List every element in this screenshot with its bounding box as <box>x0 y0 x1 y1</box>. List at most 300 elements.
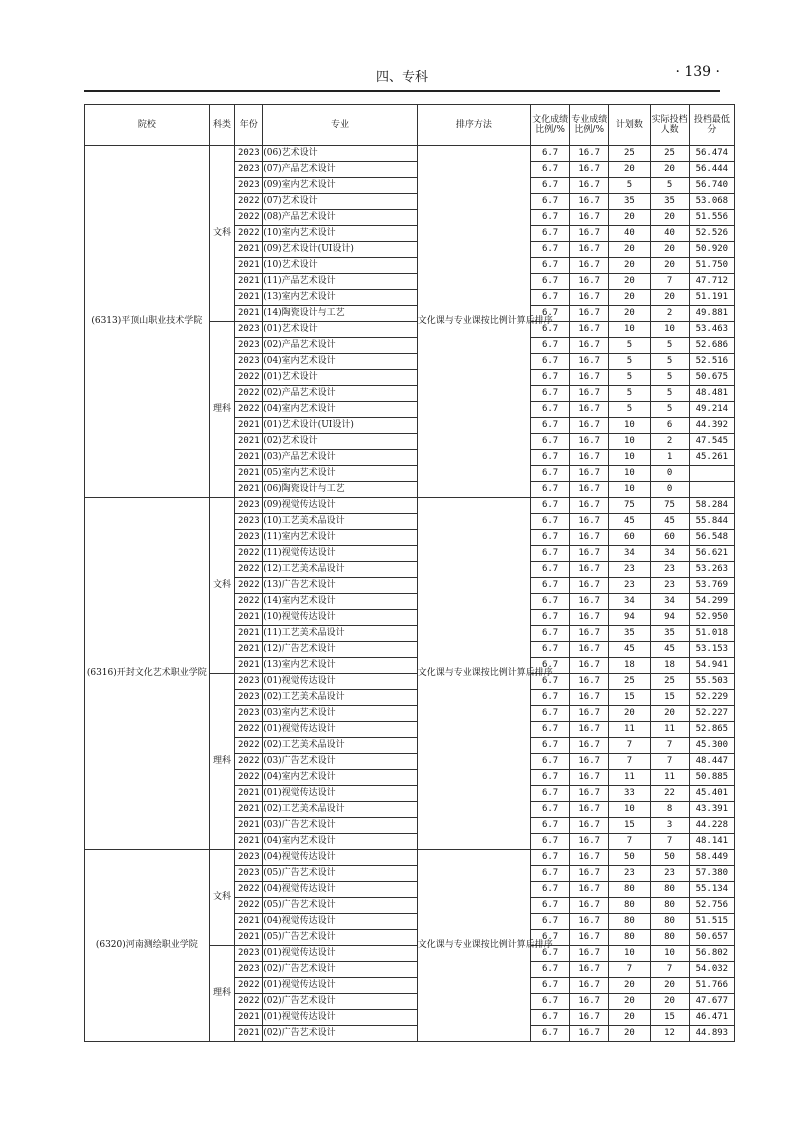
culture-ratio-cell: 6.7 <box>531 370 570 386</box>
year-cell: 2021 <box>235 786 263 802</box>
min-score-cell: 51.766 <box>689 978 734 994</box>
min-score-cell: 47.712 <box>689 274 734 290</box>
actual-count-cell: 80 <box>650 914 689 930</box>
major-cell: (02)工艺美术品设计 <box>263 802 418 818</box>
major-ratio-cell: 16.7 <box>570 290 609 306</box>
year-cell: 2023 <box>235 162 263 178</box>
major-ratio-cell: 16.7 <box>570 850 609 866</box>
major-cell: (04)视觉传达设计 <box>263 882 418 898</box>
year-cell: 2021 <box>235 610 263 626</box>
min-score-cell: 51.515 <box>689 914 734 930</box>
major-cell: (01)视觉传达设计 <box>263 786 418 802</box>
major-cell: (04)室内艺术设计 <box>263 770 418 786</box>
major-ratio-cell: 16.7 <box>570 738 609 754</box>
culture-ratio-cell: 6.7 <box>531 322 570 338</box>
min-score-cell: 53.463 <box>689 322 734 338</box>
actual-count-cell: 34 <box>650 546 689 562</box>
subject-category: 理科 <box>209 946 235 1042</box>
year-cell: 2022 <box>235 194 263 210</box>
plan-count-cell: 35 <box>609 194 650 210</box>
plan-count-cell: 20 <box>609 994 650 1010</box>
major-cell: (04)视觉传达设计 <box>263 850 418 866</box>
major-ratio-cell: 16.7 <box>570 866 609 882</box>
min-score-cell: 53.153 <box>689 642 734 658</box>
min-score-cell: 53.263 <box>689 562 734 578</box>
major-cell: (03)广告艺术设计 <box>263 818 418 834</box>
min-score-cell: 51.556 <box>689 210 734 226</box>
year-cell: 2021 <box>235 834 263 850</box>
major-cell: (11)产品艺术设计 <box>263 274 418 290</box>
major-cell: (01)视觉传达设计 <box>263 674 418 690</box>
plan-count-cell: 20 <box>609 162 650 178</box>
min-score-cell: 56.444 <box>689 162 734 178</box>
plan-count-cell: 80 <box>609 930 650 946</box>
major-cell: (06)陶瓷设计与工艺 <box>263 482 418 498</box>
plan-count-cell: 10 <box>609 418 650 434</box>
plan-count-cell: 35 <box>609 626 650 642</box>
year-cell: 2022 <box>235 754 263 770</box>
major-cell: (07)产品艺术设计 <box>263 162 418 178</box>
major-cell: (12)广告艺术设计 <box>263 642 418 658</box>
major-ratio-cell: 16.7 <box>570 754 609 770</box>
major-cell: (04)视觉传达设计 <box>263 914 418 930</box>
plan-count-cell: 33 <box>609 786 650 802</box>
year-cell: 2023 <box>235 178 263 194</box>
actual-count-cell: 15 <box>650 690 689 706</box>
plan-count-cell: 20 <box>609 242 650 258</box>
plan-count-cell: 20 <box>609 1010 650 1026</box>
plan-count-cell: 10 <box>609 946 650 962</box>
major-cell: (02)工艺美术品设计 <box>263 690 418 706</box>
year-cell: 2023 <box>235 514 263 530</box>
year-cell: 2021 <box>235 802 263 818</box>
plan-count-cell: 23 <box>609 578 650 594</box>
actual-count-cell: 22 <box>650 786 689 802</box>
culture-ratio-cell: 6.7 <box>531 594 570 610</box>
actual-count-cell: 20 <box>650 978 689 994</box>
col-header: 院校 <box>85 105 210 146</box>
major-ratio-cell: 16.7 <box>570 386 609 402</box>
major-ratio-cell: 16.7 <box>570 402 609 418</box>
culture-ratio-cell: 6.7 <box>531 466 570 482</box>
plan-count-cell: 18 <box>609 658 650 674</box>
major-ratio-cell: 16.7 <box>570 690 609 706</box>
min-score-cell: 51.018 <box>689 626 734 642</box>
page-header <box>84 64 720 86</box>
major-ratio-cell: 16.7 <box>570 834 609 850</box>
header-rule <box>84 90 720 92</box>
min-score-cell: 56.548 <box>689 530 734 546</box>
culture-ratio-cell: 6.7 <box>531 530 570 546</box>
culture-ratio-cell: 6.7 <box>531 802 570 818</box>
actual-count-cell: 20 <box>650 706 689 722</box>
year-cell: 2022 <box>235 882 263 898</box>
sort-method: 文化课与专业课按比例计算后排序 <box>417 498 530 850</box>
major-cell: (01)艺术设计 <box>263 322 418 338</box>
major-ratio-cell: 16.7 <box>570 338 609 354</box>
min-score-cell: 45.261 <box>689 450 734 466</box>
min-score-cell: 57.380 <box>689 866 734 882</box>
table-body <box>85 146 735 1042</box>
major-cell: (14)陶瓷设计与工艺 <box>263 306 418 322</box>
major-ratio-cell: 16.7 <box>570 450 609 466</box>
year-cell: 2021 <box>235 642 263 658</box>
actual-count-cell: 60 <box>650 530 689 546</box>
col-header: 投档最低分 <box>689 105 734 146</box>
actual-count-cell: 3 <box>650 818 689 834</box>
actual-count-cell: 45 <box>650 514 689 530</box>
year-cell: 2023 <box>235 498 263 514</box>
plan-count-cell: 15 <box>609 690 650 706</box>
school-name: (6313)平顶山职业技术学院 <box>85 146 210 498</box>
major-ratio-cell: 16.7 <box>570 594 609 610</box>
min-score-cell: 55.503 <box>689 674 734 690</box>
min-score-cell: 43.391 <box>689 802 734 818</box>
culture-ratio-cell: 6.7 <box>531 546 570 562</box>
year-cell: 2021 <box>235 658 263 674</box>
min-score-cell: 56.474 <box>689 146 734 162</box>
major-cell: (01)艺术设计 <box>263 370 418 386</box>
year-cell: 2023 <box>235 146 263 162</box>
min-score-cell: 49.214 <box>689 402 734 418</box>
plan-count-cell: 20 <box>609 1026 650 1042</box>
plan-count-cell: 75 <box>609 498 650 514</box>
min-score-cell: 56.802 <box>689 946 734 962</box>
major-ratio-cell: 16.7 <box>570 146 609 162</box>
major-cell: (02)广告艺术设计 <box>263 994 418 1010</box>
year-cell: 2023 <box>235 850 263 866</box>
plan-count-cell: 11 <box>609 770 650 786</box>
subject-category: 文科 <box>209 146 235 322</box>
col-header: 文化成绩比例/% <box>531 105 570 146</box>
plan-count-cell: 20 <box>609 258 650 274</box>
major-cell: (05)广告艺术设计 <box>263 930 418 946</box>
year-cell: 2022 <box>235 210 263 226</box>
year-cell: 2022 <box>235 994 263 1010</box>
min-score-cell: 49.881 <box>689 306 734 322</box>
actual-count-cell: 5 <box>650 338 689 354</box>
major-ratio-cell: 16.7 <box>570 418 609 434</box>
plan-count-cell: 20 <box>609 210 650 226</box>
culture-ratio-cell: 6.7 <box>531 146 570 162</box>
culture-ratio-cell: 6.7 <box>531 834 570 850</box>
major-cell: (03)广告艺术设计 <box>263 754 418 770</box>
major-ratio-cell: 16.7 <box>570 658 609 674</box>
actual-count-cell: 2 <box>650 306 689 322</box>
year-cell: 2021 <box>235 914 263 930</box>
table-header-row <box>85 105 735 146</box>
major-cell: (03)产品艺术设计 <box>263 450 418 466</box>
min-score-cell: 44.392 <box>689 418 734 434</box>
actual-count-cell: 94 <box>650 610 689 626</box>
major-cell: (10)室内艺术设计 <box>263 226 418 242</box>
plan-count-cell: 10 <box>609 466 650 482</box>
major-ratio-cell: 16.7 <box>570 482 609 498</box>
major-ratio-cell: 16.7 <box>570 610 609 626</box>
year-cell: 2022 <box>235 546 263 562</box>
min-score-cell: 51.191 <box>689 290 734 306</box>
min-score-cell: 45.300 <box>689 738 734 754</box>
major-cell: (06)艺术设计 <box>263 146 418 162</box>
plan-count-cell: 11 <box>609 722 650 738</box>
actual-count-cell: 80 <box>650 930 689 946</box>
culture-ratio-cell: 6.7 <box>531 226 570 242</box>
min-score-cell: 52.756 <box>689 898 734 914</box>
actual-count-cell: 25 <box>650 674 689 690</box>
min-score-cell: 50.657 <box>689 930 734 946</box>
culture-ratio-cell: 6.7 <box>531 770 570 786</box>
actual-count-cell: 20 <box>650 210 689 226</box>
actual-count-cell: 50 <box>650 850 689 866</box>
plan-count-cell: 5 <box>609 402 650 418</box>
culture-ratio-cell: 6.7 <box>531 754 570 770</box>
year-cell: 2022 <box>235 370 263 386</box>
min-score-cell <box>689 482 734 498</box>
school-name: (6316)开封文化艺术职业学院 <box>85 498 210 850</box>
plan-count-cell: 10 <box>609 802 650 818</box>
year-cell: 2022 <box>235 402 263 418</box>
culture-ratio-cell: 6.7 <box>531 898 570 914</box>
culture-ratio-cell: 6.7 <box>531 242 570 258</box>
culture-ratio-cell: 6.7 <box>531 994 570 1010</box>
major-ratio-cell: 16.7 <box>570 1010 609 1026</box>
culture-ratio-cell: 6.7 <box>531 962 570 978</box>
year-cell: 2021 <box>235 482 263 498</box>
culture-ratio-cell: 6.7 <box>531 210 570 226</box>
year-cell: 2021 <box>235 306 263 322</box>
plan-count-cell: 34 <box>609 546 650 562</box>
major-ratio-cell: 16.7 <box>570 306 609 322</box>
actual-count-cell: 7 <box>650 834 689 850</box>
actual-count-cell: 15 <box>650 1010 689 1026</box>
major-cell: (09)视觉传达设计 <box>263 498 418 514</box>
major-cell: (03)室内艺术设计 <box>263 706 418 722</box>
plan-count-cell: 20 <box>609 706 650 722</box>
culture-ratio-cell: 6.7 <box>531 818 570 834</box>
culture-ratio-cell: 6.7 <box>531 290 570 306</box>
actual-count-cell: 20 <box>650 162 689 178</box>
plan-count-cell: 20 <box>609 290 650 306</box>
major-ratio-cell: 16.7 <box>570 546 609 562</box>
year-cell: 2023 <box>235 866 263 882</box>
major-cell: (01)视觉传达设计 <box>263 1010 418 1026</box>
culture-ratio-cell: 6.7 <box>531 866 570 882</box>
year-cell: 2023 <box>235 530 263 546</box>
major-ratio-cell: 16.7 <box>570 530 609 546</box>
table-row <box>85 146 735 162</box>
plan-count-cell: 80 <box>609 898 650 914</box>
major-ratio-cell: 16.7 <box>570 930 609 946</box>
min-score-cell: 48.141 <box>689 834 734 850</box>
culture-ratio-cell: 6.7 <box>531 386 570 402</box>
year-cell: 2022 <box>235 770 263 786</box>
major-cell: (07)艺术设计 <box>263 194 418 210</box>
plan-count-cell: 23 <box>609 866 650 882</box>
major-ratio-cell: 16.7 <box>570 914 609 930</box>
culture-ratio-cell: 6.7 <box>531 194 570 210</box>
actual-count-cell: 11 <box>650 770 689 786</box>
culture-ratio-cell: 6.7 <box>531 1026 570 1042</box>
culture-ratio-cell: 6.7 <box>531 274 570 290</box>
culture-ratio-cell: 6.7 <box>531 690 570 706</box>
min-score-cell: 48.481 <box>689 386 734 402</box>
year-cell: 2022 <box>235 898 263 914</box>
major-cell: (01)视觉传达设计 <box>263 978 418 994</box>
culture-ratio-cell: 6.7 <box>531 162 570 178</box>
plan-count-cell: 34 <box>609 594 650 610</box>
culture-ratio-cell: 6.7 <box>531 658 570 674</box>
col-header: 实际投档人数 <box>650 105 689 146</box>
culture-ratio-cell: 6.7 <box>531 642 570 658</box>
min-score-cell: 56.621 <box>689 546 734 562</box>
plan-count-cell: 15 <box>609 818 650 834</box>
culture-ratio-cell: 6.7 <box>531 402 570 418</box>
major-cell: (13)室内艺术设计 <box>263 290 418 306</box>
major-cell: (05)室内艺术设计 <box>263 466 418 482</box>
actual-count-cell: 45 <box>650 642 689 658</box>
culture-ratio-cell: 6.7 <box>531 498 570 514</box>
year-cell: 2021 <box>235 274 263 290</box>
plan-count-cell: 94 <box>609 610 650 626</box>
year-cell: 2021 <box>235 930 263 946</box>
major-ratio-cell: 16.7 <box>570 434 609 450</box>
major-ratio-cell: 16.7 <box>570 994 609 1010</box>
major-ratio-cell: 16.7 <box>570 210 609 226</box>
major-cell: (01)视觉传达设计 <box>263 946 418 962</box>
major-ratio-cell: 16.7 <box>570 946 609 962</box>
major-cell: (02)广告艺术设计 <box>263 1026 418 1042</box>
major-cell: (05)广告艺术设计 <box>263 866 418 882</box>
subject-category: 文科 <box>209 850 235 946</box>
min-score-cell: 50.920 <box>689 242 734 258</box>
col-header: 计划数 <box>609 105 650 146</box>
major-cell: (01)视觉传达设计 <box>263 722 418 738</box>
culture-ratio-cell: 6.7 <box>531 978 570 994</box>
min-score-cell: 50.885 <box>689 770 734 786</box>
actual-count-cell: 80 <box>650 898 689 914</box>
major-ratio-cell: 16.7 <box>570 642 609 658</box>
major-cell: (02)广告艺术设计 <box>263 962 418 978</box>
major-ratio-cell: 16.7 <box>570 514 609 530</box>
min-score-cell: 52.229 <box>689 690 734 706</box>
plan-count-cell: 23 <box>609 562 650 578</box>
culture-ratio-cell: 6.7 <box>531 882 570 898</box>
min-score-cell: 53.068 <box>689 194 734 210</box>
year-cell: 2023 <box>235 690 263 706</box>
subject-category: 文科 <box>209 498 235 674</box>
major-cell: (11)视觉传达设计 <box>263 546 418 562</box>
min-score-cell <box>689 466 734 482</box>
col-header: 年份 <box>235 105 263 146</box>
major-ratio-cell: 16.7 <box>570 818 609 834</box>
year-cell: 2022 <box>235 978 263 994</box>
actual-count-cell: 6 <box>650 418 689 434</box>
actual-count-cell: 34 <box>650 594 689 610</box>
major-cell: (14)室内艺术设计 <box>263 594 418 610</box>
major-cell: (05)广告艺术设计 <box>263 898 418 914</box>
plan-count-cell: 60 <box>609 530 650 546</box>
actual-count-cell: 7 <box>650 754 689 770</box>
year-cell: 2022 <box>235 722 263 738</box>
plan-count-cell: 7 <box>609 738 650 754</box>
actual-count-cell: 1 <box>650 450 689 466</box>
major-ratio-cell: 16.7 <box>570 674 609 690</box>
major-ratio-cell: 16.7 <box>570 562 609 578</box>
major-ratio-cell: 16.7 <box>570 178 609 194</box>
major-ratio-cell: 16.7 <box>570 786 609 802</box>
year-cell: 2023 <box>235 322 263 338</box>
plan-count-cell: 80 <box>609 914 650 930</box>
actual-count-cell: 0 <box>650 482 689 498</box>
min-score-cell: 55.134 <box>689 882 734 898</box>
major-cell: (02)工艺美术品设计 <box>263 738 418 754</box>
min-score-cell: 54.032 <box>689 962 734 978</box>
actual-count-cell: 2 <box>650 434 689 450</box>
actual-count-cell: 7 <box>650 962 689 978</box>
actual-count-cell: 5 <box>650 178 689 194</box>
sort-method: 文化课与专业课按比例计算后排序 <box>417 850 530 1042</box>
plan-count-cell: 20 <box>609 978 650 994</box>
plan-count-cell: 25 <box>609 674 650 690</box>
min-score-cell: 44.228 <box>689 818 734 834</box>
major-cell: (02)艺术设计 <box>263 434 418 450</box>
actual-count-cell: 12 <box>650 1026 689 1042</box>
culture-ratio-cell: 6.7 <box>531 706 570 722</box>
actual-count-cell: 35 <box>650 626 689 642</box>
major-cell: (04)室内艺术设计 <box>263 402 418 418</box>
plan-count-cell: 10 <box>609 450 650 466</box>
culture-ratio-cell: 6.7 <box>531 722 570 738</box>
actual-count-cell: 7 <box>650 274 689 290</box>
min-score-cell: 54.299 <box>689 594 734 610</box>
major-ratio-cell: 16.7 <box>570 258 609 274</box>
min-score-cell: 52.950 <box>689 610 734 626</box>
major-ratio-cell: 16.7 <box>570 578 609 594</box>
plan-count-cell: 5 <box>609 386 650 402</box>
min-score-cell: 56.740 <box>689 178 734 194</box>
major-cell: (12)工艺美术品设计 <box>263 562 418 578</box>
section-title: 四、专科 <box>375 70 428 85</box>
admission-table <box>84 104 735 1042</box>
actual-count-cell: 20 <box>650 242 689 258</box>
page-number: · 139 · <box>675 64 720 80</box>
major-cell: (10)工艺美术品设计 <box>263 514 418 530</box>
year-cell: 2021 <box>235 626 263 642</box>
year-cell: 2021 <box>235 418 263 434</box>
major-cell: (13)广告艺术设计 <box>263 578 418 594</box>
major-cell: (02)产品艺术设计 <box>263 338 418 354</box>
major-cell: (08)产品艺术设计 <box>263 210 418 226</box>
min-score-cell: 51.750 <box>689 258 734 274</box>
year-cell: 2021 <box>235 818 263 834</box>
actual-count-cell: 18 <box>650 658 689 674</box>
major-cell: (09)室内艺术设计 <box>263 178 418 194</box>
min-score-cell: 47.677 <box>689 994 734 1010</box>
min-score-cell: 52.686 <box>689 338 734 354</box>
culture-ratio-cell: 6.7 <box>531 610 570 626</box>
major-ratio-cell: 16.7 <box>570 962 609 978</box>
year-cell: 2021 <box>235 290 263 306</box>
plan-count-cell: 80 <box>609 882 650 898</box>
major-ratio-cell: 16.7 <box>570 354 609 370</box>
major-cell: (10)艺术设计 <box>263 258 418 274</box>
major-cell: (01)艺术设计(UI设计) <box>263 418 418 434</box>
actual-count-cell: 11 <box>650 722 689 738</box>
year-cell: 2023 <box>235 706 263 722</box>
culture-ratio-cell: 6.7 <box>531 562 570 578</box>
culture-ratio-cell: 6.7 <box>531 482 570 498</box>
plan-count-cell: 5 <box>609 178 650 194</box>
